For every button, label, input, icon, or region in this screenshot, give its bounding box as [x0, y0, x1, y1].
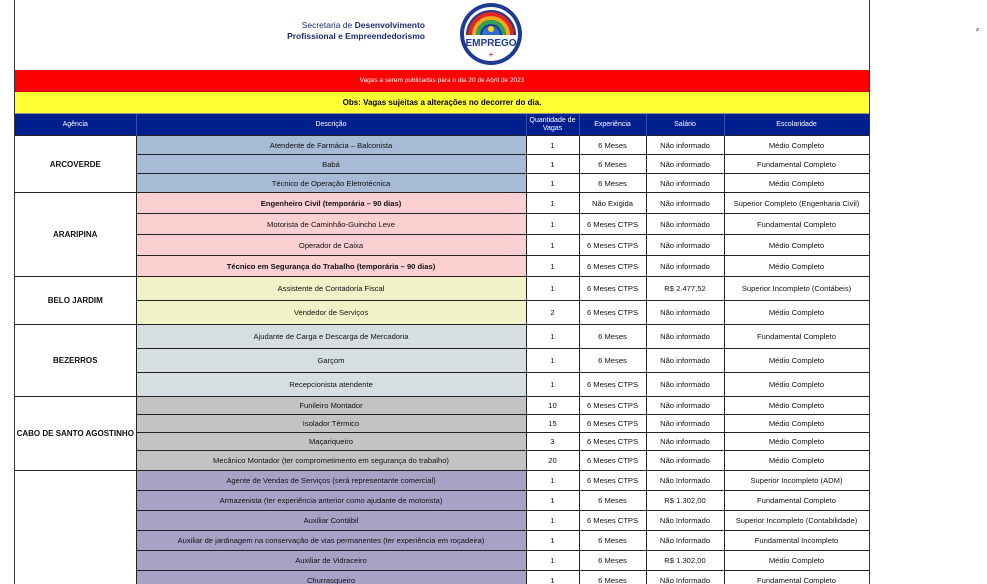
escolaridade-cell: Fundamental Completo — [724, 325, 869, 349]
escolaridade-cell: Médio Completo — [724, 451, 869, 471]
page-header — [15, 0, 869, 70]
salario-cell: Não informado — [646, 155, 724, 174]
escolaridade-cell: Médio Completo — [724, 551, 869, 571]
salario-cell: Não informado — [646, 415, 724, 433]
descricao-cell: Auxiliar de jardinagem na conservação de vias permanentes (ter experiência em roçadeira) — [136, 531, 526, 551]
experiencia-cell: 6 Meses CTPS — [579, 301, 646, 325]
quantidade-cell: 1 — [526, 349, 579, 373]
table-row — [15, 491, 869, 511]
salario-cell: R$ 1.302,00 — [646, 491, 724, 511]
quantidade-cell: 1 — [526, 256, 579, 277]
escolaridade-cell: Médio Completo — [724, 256, 869, 277]
descricao-cell: Isolador Térmico — [136, 415, 526, 433]
quantidade-cell: 1 — [526, 235, 579, 256]
quantidade-cell: 1 — [526, 155, 579, 174]
salario-cell: Não informado — [646, 193, 724, 214]
experiencia-cell: 6 Meses — [579, 571, 646, 584]
secretaria-title — [287, 20, 425, 42]
descricao-cell: Funileiro Montador — [136, 397, 526, 415]
agency-cell: BELO JARDIM — [15, 277, 136, 325]
table-row — [15, 433, 869, 451]
col-header-agencia: Agência — [15, 114, 136, 136]
table-row — [15, 155, 869, 174]
experiencia-cell: 6 Meses CTPS — [579, 415, 646, 433]
secretaria-bold: Desenvolvimento — [354, 20, 425, 30]
table-row — [15, 174, 869, 193]
descricao-cell: Motorista de Caminhão-Guincho Leve — [136, 214, 526, 235]
descricao-cell: Recepcionista atendente — [136, 373, 526, 397]
col-header-descricao: Descrição — [136, 114, 526, 136]
table-row — [15, 511, 869, 531]
descricao-cell: Auxiliar Contábil — [136, 511, 526, 531]
experiencia-cell: 6 Meses CTPS — [579, 397, 646, 415]
descricao-cell: Vendedor de Serviços — [136, 301, 526, 325]
svg-text:+: + — [488, 50, 494, 59]
table-row — [15, 531, 869, 551]
escolaridade-cell: Superior Incompleto (ADM) — [724, 471, 869, 491]
experiencia-cell: 6 Meses — [579, 491, 646, 511]
experiencia-cell: 6 Meses CTPS — [579, 511, 646, 531]
table-row — [15, 415, 869, 433]
escolaridade-cell: Médio Completo — [724, 415, 869, 433]
escolaridade-cell: Médio Completo — [724, 301, 869, 325]
col-header-escolaridade: Escolaridade — [724, 114, 869, 136]
escolaridade-cell: Médio Completo — [724, 136, 869, 155]
descricao-cell: Técnico em Segurança do Trabalho (temporária – 90 dias) — [136, 256, 526, 277]
table-row — [15, 214, 869, 235]
experiencia-cell: 6 Meses CTPS — [579, 214, 646, 235]
table-row — [15, 277, 869, 301]
table-row — [15, 325, 869, 349]
descricao-cell: Agente de Vendas de Serviços (será representante comercial) — [136, 471, 526, 491]
agency-cell — [15, 471, 136, 584]
escolaridade-cell: Fundamental Completo — [724, 155, 869, 174]
salario-cell: Não informado — [646, 214, 724, 235]
quantidade-cell: 2 — [526, 301, 579, 325]
escolaridade-cell: Fundamental Completo — [724, 491, 869, 511]
col-header-experiencia: Experiência — [579, 114, 646, 136]
experiencia-cell: 6 Meses CTPS — [579, 235, 646, 256]
salario-cell: Não informado — [646, 325, 724, 349]
escolaridade-cell: Superior Completo (Engenharia Civil) — [724, 193, 869, 214]
escolaridade-cell: Médio Completo — [724, 174, 869, 193]
table-row — [15, 235, 869, 256]
col-header-salario: Salário — [646, 114, 724, 136]
quantidade-cell: 1 — [526, 571, 579, 584]
table-header-row — [15, 114, 869, 136]
quantidade-cell: 3 — [526, 433, 579, 451]
table-row — [15, 471, 869, 491]
descricao-cell: Babá — [136, 155, 526, 174]
quantidade-cell: 1 — [526, 471, 579, 491]
experiencia-cell: 6 Meses — [579, 174, 646, 193]
quantidade-cell: 15 — [526, 415, 579, 433]
agency-cell: ARARIPINA — [15, 193, 136, 277]
salario-cell: Não Informado — [646, 511, 724, 531]
agency-cell: ARCOVERDE — [15, 136, 136, 193]
salario-cell: Não informado — [646, 349, 724, 373]
quantidade-cell: 1 — [526, 193, 579, 214]
descricao-cell: Engenheiro Civil (temporária – 90 dias) — [136, 193, 526, 214]
quantidade-cell: 1 — [526, 174, 579, 193]
table-row — [15, 301, 869, 325]
quantidade-cell: 1 — [526, 277, 579, 301]
descricao-cell: Atendente de Farmácia – Balconista — [136, 136, 526, 155]
experiencia-cell: 6 Meses CTPS — [579, 373, 646, 397]
experiencia-cell: 6 Meses — [579, 136, 646, 155]
descricao-cell: Mecânico Montador (ter comprometimento em segurança do trabalho) — [136, 451, 526, 471]
escolaridade-cell: Médio Completo — [724, 349, 869, 373]
descricao-cell: Auxiliar de Vidraceiro — [136, 551, 526, 571]
quantidade-cell: 1 — [526, 491, 579, 511]
experiencia-cell: 6 Meses — [579, 531, 646, 551]
emprego-logo — [458, 2, 524, 66]
table-row — [15, 193, 869, 214]
experiencia-cell: 6 Meses — [579, 155, 646, 174]
quantidade-cell: 1 — [526, 325, 579, 349]
descricao-cell: Armazenista (ter experiência anterior como ajudante de motorista) — [136, 491, 526, 511]
table-row — [15, 373, 869, 397]
quantidade-cell: 1 — [526, 511, 579, 531]
table-row — [15, 349, 869, 373]
note-banner: Obs: Vagas sujeitas a alterações no decorrer do dia. — [15, 92, 869, 114]
experiencia-cell: Não Exigida — [579, 193, 646, 214]
secretaria-line2: Profissional e Empreendedorismo — [287, 31, 425, 41]
quantidade-cell: 20 — [526, 451, 579, 471]
experiencia-cell: 6 Meses CTPS — [579, 277, 646, 301]
descricao-cell: Assistente de Contadoria Fiscal — [136, 277, 526, 301]
col-header-quantidade: Quantidade de Vagas — [526, 114, 579, 136]
escolaridade-cell: Médio Completo — [724, 397, 869, 415]
descricao-cell: Operador de Caixa — [136, 235, 526, 256]
descricao-cell: Churrasqueiro — [136, 571, 526, 584]
publication-date-banner: Vagas a serem publicadas para o dia 20 de Abril de 2023 — [15, 70, 869, 92]
escolaridade-cell: Médio Completo — [724, 433, 869, 451]
secretaria-prefix: Secretaria de — [301, 20, 355, 30]
agency-cell: BEZERROS — [15, 325, 136, 397]
experiencia-cell: 6 Meses — [579, 325, 646, 349]
agency-cell: CABO DE SANTO AGOSTINHO — [15, 397, 136, 471]
salario-cell: Não informado — [646, 451, 724, 471]
salario-cell: Não informado — [646, 397, 724, 415]
experiencia-cell: 6 Meses CTPS — [579, 451, 646, 471]
table-row — [15, 256, 869, 277]
salario-cell: R$ 1.302,00 — [646, 551, 724, 571]
salario-cell: Não informado — [646, 174, 724, 193]
escolaridade-cell: Médio Completo — [724, 373, 869, 397]
corner-mark: ⸗ — [976, 24, 979, 34]
salario-cell: R$ 2.477,52 — [646, 277, 724, 301]
experiencia-cell: 6 Meses — [579, 551, 646, 571]
descricao-cell: Ajudante de Carga e Descarga de Mercadoria — [136, 325, 526, 349]
salario-cell: Não informado — [646, 235, 724, 256]
salario-cell: Não informado — [646, 136, 724, 155]
escolaridade-cell: Superior Incompleto (Contabilidade) — [724, 511, 869, 531]
experiencia-cell: 6 Meses — [579, 349, 646, 373]
experiencia-cell: 6 Meses CTPS — [579, 433, 646, 451]
escolaridade-cell: Médio Completo — [724, 235, 869, 256]
experiencia-cell: 6 Meses CTPS — [579, 256, 646, 277]
jobs-table — [15, 114, 870, 584]
quantidade-cell: 1 — [526, 136, 579, 155]
table-row — [15, 136, 869, 155]
escolaridade-cell: Fundamental Incompleto — [724, 531, 869, 551]
salario-cell: Não informado — [646, 301, 724, 325]
logo-text: EMPREGO — [465, 38, 517, 49]
descricao-cell: Técnico de Operação Eletrotécnica — [136, 174, 526, 193]
salario-cell: Não informado — [646, 373, 724, 397]
salario-cell: Não Informado — [646, 531, 724, 551]
salario-cell: Não informado — [646, 256, 724, 277]
escolaridade-cell: Fundamental Completo — [724, 571, 869, 584]
quantidade-cell: 10 — [526, 397, 579, 415]
quantidade-cell: 1 — [526, 373, 579, 397]
escolaridade-cell: Superior Incompleto (Contábeis) — [724, 277, 869, 301]
spreadsheet-page — [14, 0, 870, 584]
quantidade-cell: 1 — [526, 531, 579, 551]
table-row — [15, 571, 869, 584]
table-row — [15, 551, 869, 571]
salario-cell: Não Informado — [646, 471, 724, 491]
descricao-cell: Maçariqueiro — [136, 433, 526, 451]
table-row — [15, 451, 869, 471]
quantidade-cell: 1 — [526, 214, 579, 235]
experiencia-cell: 6 Meses CTPS — [579, 471, 646, 491]
salario-cell: Não informado — [646, 433, 724, 451]
descricao-cell: Garçom — [136, 349, 526, 373]
escolaridade-cell: Fundamental Completo — [724, 214, 869, 235]
table-row — [15, 397, 869, 415]
quantidade-cell: 1 — [526, 551, 579, 571]
salario-cell: Não Informado — [646, 571, 724, 584]
